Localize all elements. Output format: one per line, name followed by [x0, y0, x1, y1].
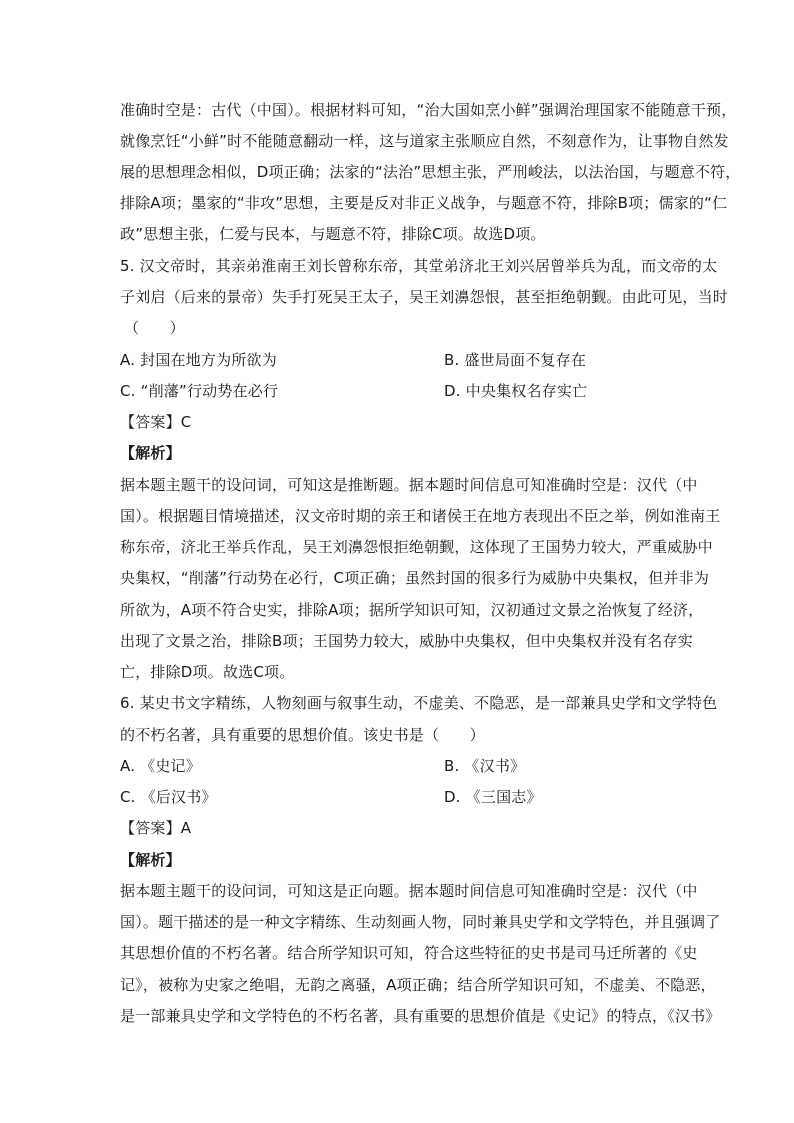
q6-stem-line-1: 6. 某史书文字精练，人物刻画与叙事生动，不虚美、不隐恶，是一部兼具史学和文学特色 [120, 694, 718, 712]
q6-option-b: B. 《汉书》 [444, 757, 526, 775]
q5-analysis-line-4: 央集权，“削藩”行动势在必行，C项正确；虽然封国的很多行为威胁中央集权，但并非为 [120, 569, 710, 587]
q6-option-c: C. 《后汉书》 [120, 788, 217, 806]
q6-stem-line-2: 的不朽名著，具有重要的思想价值。该史书是（ ） [120, 726, 485, 744]
q5-option-c: C. “削藩”行动势在必行 [120, 382, 279, 400]
q6-option-a: A. 《史记》 [120, 757, 201, 775]
q6-analysis-heading: 【解析】 [120, 851, 181, 869]
intro-line-1: 准确时空是：古代（中国）。根据材料可知，“治大国如烹小鲜”强调治理国家不能随意干预， [120, 101, 737, 119]
intro-line-4: 排除A项；墨家的“非攻”思想，主要是反对非正义战争，与题意不符，排除B项；儒家的“仁 [120, 194, 728, 212]
intro-line-3: 展的思想理念相似，D项正确；法家的“法治”思想主张，严刑峻法，以法治国，与题意不符， [120, 163, 741, 181]
q6-option-d: D. 《三国志》 [444, 788, 542, 806]
q6-answer: 【答案】A [120, 819, 192, 837]
q6-analysis-line-4: 记》，被称为史家之绝唱，无韵之离骚，A项正确；结合所学知识可知，不虚美、不隐恶， [120, 976, 716, 994]
q6-analysis-line-2: 国）。题干描述的是一种文字精练、生动刻画人物，同时兼具史学和文学特色，并且强调了 [120, 913, 721, 931]
q5-analysis-line-7: 亡，排除D项。故选C项。 [120, 663, 295, 681]
q5-stem-line-1: 5. 汉文帝时，其亲弟淮南王刘长曾称东帝，其堂弟济北王刘兴居曾举兵为乱，而文帝的太 [120, 257, 718, 275]
intro-line-5: 政”思想主张，仁爱与民本，与题意不符，排除C项。故选D项。 [120, 225, 546, 243]
q6-analysis-line-3: 其思想价值的不朽名著。结合所学知识可知，符合这些特征的史书是司马迁所著的《史 [120, 944, 698, 962]
q5-analysis-line-1: 据本题主题干的设问词，可知这是推断题。据本题时间信息可知准确时空是：汉代（中 [120, 476, 698, 494]
q5-stem-line-2: 子刘启（后来的景帝）失手打死吴王太子，吴王刘濞怨恨，甚至拒绝朝觐。由此可见，当时 [120, 288, 729, 306]
q5-analysis-line-6: 出现了文景之治，排除B项；王国势力较大，威胁中央集权，但中央集权并没有名存实 [120, 632, 693, 650]
q5-analysis-line-2: 国）。根据题目情境描述，汉文帝时期的亲王和诸侯王在地方表现出不臣之举，例如淮南王 [120, 507, 721, 525]
q5-stem-line-3: （ ） [124, 319, 185, 337]
q5-analysis-line-5: 所欲为，A项不符合史实，排除A项；据所学知识可知，汉初通过文景之治恢复了经济， [120, 601, 704, 619]
q5-answer: 【答案】C [120, 413, 192, 431]
q5-analysis-heading: 【解析】 [120, 444, 181, 462]
q6-analysis-line-1: 据本题主题干的设问词，可知这是正向题。据本题时间信息可知准确时空是：汉代（中 [120, 882, 698, 900]
q5-option-a: A. 封国在地方为所欲为 [120, 351, 277, 369]
q5-option-b: B. 盛世局面不复存在 [444, 351, 587, 369]
q5-option-d: D. 中央集权名存实亡 [444, 382, 588, 400]
intro-line-2: 就像烹饪“小鲜”时不能随意翻动一样，这与道家主张顺应自然，不刻意作为，让事物自然发 [120, 132, 729, 150]
q6-analysis-line-5: 是一部兼具史学和文学特色的不朽名著，具有重要的思想价值是《史记》的特点，《汉书》 [120, 1007, 721, 1025]
q5-analysis-line-3: 称东帝，济北王举兵作乱，吴王刘濞怨恨拒绝朝觐，这体现了王国势力较大，严重威胁中 [120, 538, 713, 556]
